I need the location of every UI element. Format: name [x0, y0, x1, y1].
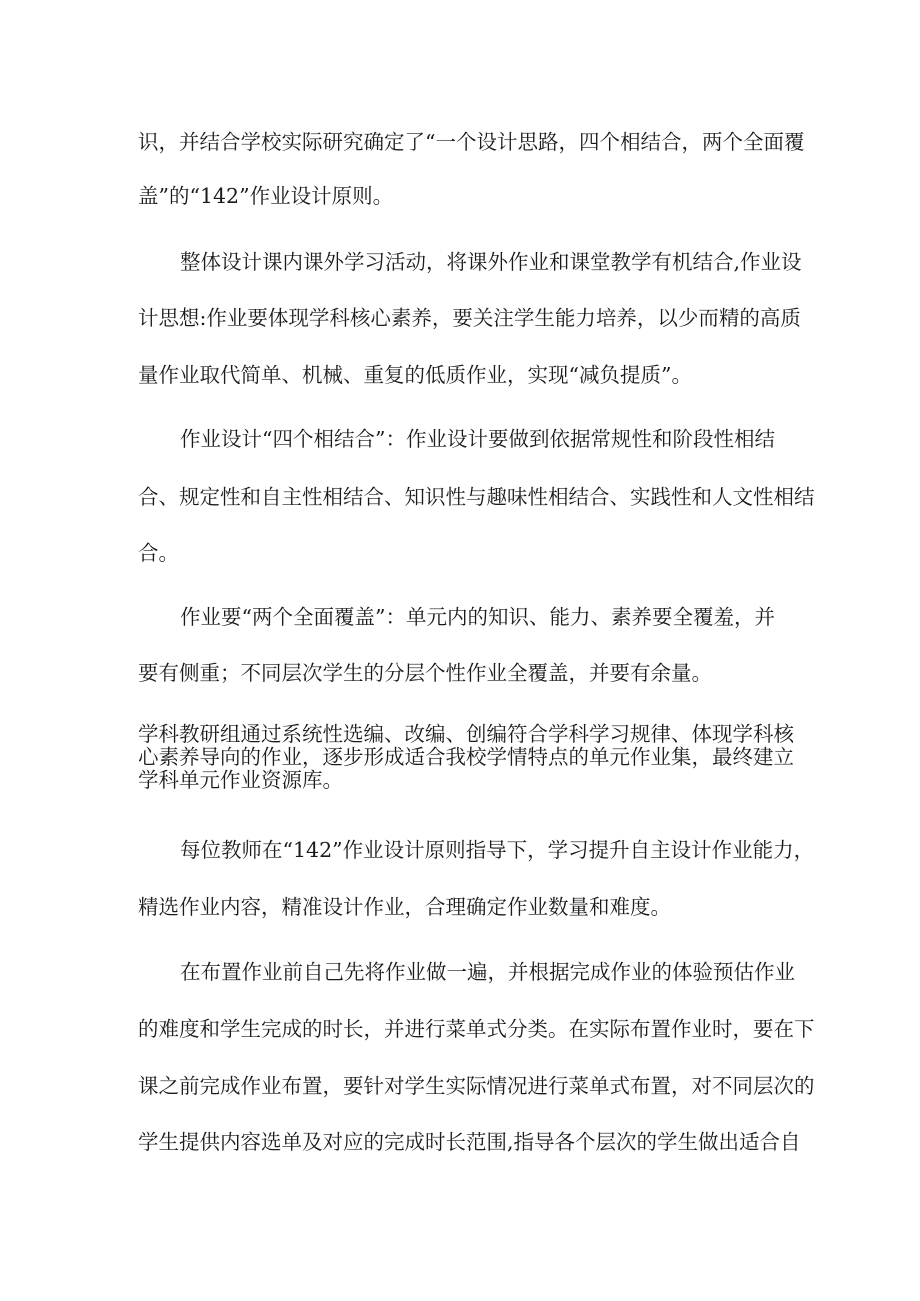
text-line-9: 作业要“两个全面覆盖”：单元内的知识、能力、素养要全覆羞，并: [180, 605, 775, 629]
text-line-1: 识，并结合学校实际研究确定了“一个设计思路，四个相结合，两个全面覆: [138, 130, 805, 154]
text-line-18: 课之前完成作业布置，要针对学生实际情况进行菜单式布置，对不同层次的: [138, 1074, 815, 1098]
text-line-5: 量作业取代简单、机械、重复的低质作业，实现“减负提质”。: [138, 363, 692, 387]
text-line-13: 学科单元作业资源库。: [138, 768, 343, 792]
text-line-15: 精选作业内容，精准设计作业，合理确定作业数量和难度。: [138, 895, 671, 919]
text-line-11: 学科教研组通过系统性选编、改编、创编符合学科学习规律、体现学科核: [138, 722, 794, 746]
text-line-10: 要有侧重；不同层次学生的分层个性作业全覆盖，并要有余量。: [138, 661, 712, 685]
text-line-6: 作业设计“四个相结合”：作业设计要做到依据常规性和阶段性相结: [180, 427, 775, 451]
text-line-7: 合、规定性和自主性相结合、知识性与趣味性相结合、实践性和人文性相结: [138, 485, 815, 509]
text-line-8: 合。: [138, 541, 179, 565]
text-line-4: 计思想:作业要体现学科核心素养，要关注学生能力培养，以少而精的高质: [138, 306, 801, 330]
text-line-16: 在布置作业前自己先将作业做一遍，并根据完成作业的体验预估作业: [180, 960, 795, 984]
text-line-19: 学生提供内容选单及对应的完成时长范围,指导各个层次的学生做出适合自: [138, 1130, 801, 1154]
text-line-17: 的难度和学生完成的时长，并进行菜单式分类。在实际布置作业时，要在下: [138, 1017, 815, 1041]
text-line-2: 盖”的“142”作业设计原则。: [138, 184, 394, 208]
text-line-12: 心素养导向的作业，逐步形成适合我校学情特点的单元作业集，最终建立: [138, 745, 794, 769]
text-line-3: 整体设计课内课外学习活动，将课外作业和课堂教学有机结合,作业设: [180, 250, 802, 274]
text-line-14: 每位教师在“142”作业设计原则指导下，学习提升自主设计作业能力，: [180, 838, 815, 862]
text-block-paragraph: [138, 723, 798, 792]
